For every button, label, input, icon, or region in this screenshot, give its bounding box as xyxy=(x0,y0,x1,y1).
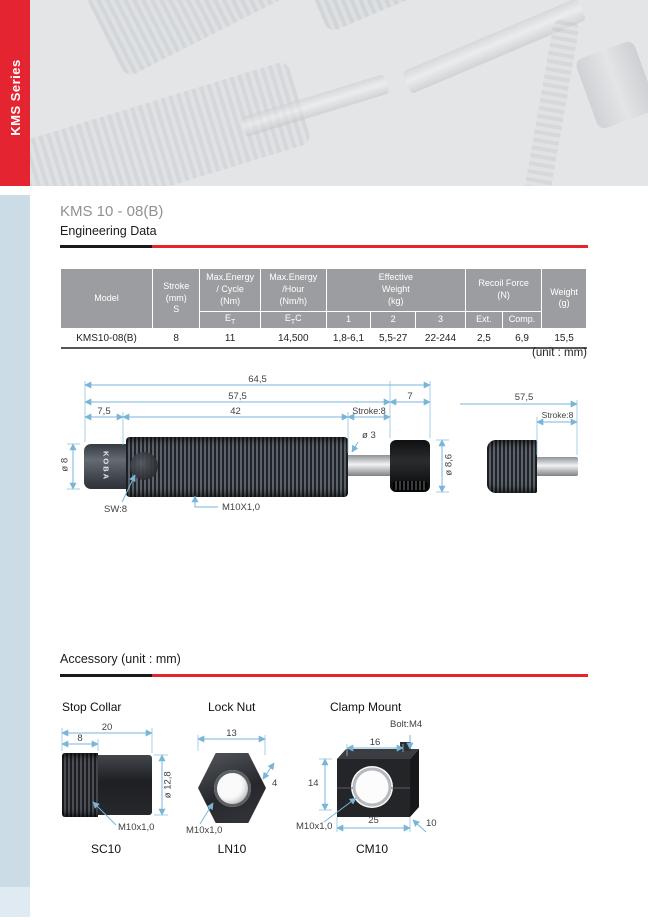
side-stroke-label: Stroke:8 xyxy=(541,410,574,420)
dim-cap-left: 7,5 xyxy=(97,406,111,417)
subcol-ew2: 2 xyxy=(371,312,416,329)
dimension-lines-accessory xyxy=(60,695,588,865)
dim-stroke-end: 57,5 xyxy=(228,391,247,402)
page-title: KMS 10 - 08(B) xyxy=(60,203,164,220)
wrench-size-label: SW:8 xyxy=(104,504,128,515)
cell-model: KMS10-08(B) xyxy=(61,328,153,348)
stop-collar-dim-thread: 8 xyxy=(77,733,83,744)
subcol-etc: $E_TC$ xyxy=(260,312,326,329)
clamp-mount-dim-bottom: 25 xyxy=(368,815,379,826)
cell-recoil-ext: 2,5 xyxy=(465,328,502,348)
subcol-ew1: 1 xyxy=(326,312,371,329)
engineering-data-table xyxy=(60,268,587,349)
cell-stroke: 8 xyxy=(153,328,200,348)
cell-ew2: 5,5-27 xyxy=(371,328,416,348)
clamp-mount-dim-height: 14 xyxy=(308,778,319,789)
table-row xyxy=(61,328,587,348)
section-divider xyxy=(60,245,588,248)
subcol-ext: Ext. xyxy=(465,312,502,329)
dia-cap-label: ø 8,6 xyxy=(443,453,455,476)
clamp-mount-code: CM10 xyxy=(355,842,388,856)
lock-nut-title: Lock Nut xyxy=(208,700,256,714)
cell-weight: 15,5 xyxy=(542,328,587,348)
accessory-drawings xyxy=(60,695,588,865)
dim-cap-right: 7 xyxy=(407,391,413,402)
subcol-ew3: 3 xyxy=(416,312,466,329)
clamp-mount-title: Clamp Mount xyxy=(330,700,402,714)
cell-energy-hour: 14,500 xyxy=(260,328,326,348)
col-stroke: Stroke (mm) S xyxy=(153,269,200,329)
photo-shape xyxy=(574,40,648,131)
col-max-energy-cycle: Max.Energy / Cycle (Nm) xyxy=(200,269,260,312)
stop-collar-dia: ø 12,8 xyxy=(162,771,174,799)
subcol-et: $E_T$ xyxy=(200,312,260,329)
stop-collar-dim-outer: 20 xyxy=(101,722,113,733)
lock-nut-code: LN10 xyxy=(217,842,247,856)
side-strip-foot xyxy=(0,887,30,917)
dia-body-label: ø 8 xyxy=(59,457,71,472)
stop-collar-title: Stop Collar xyxy=(62,700,122,714)
series-label-wrap xyxy=(0,38,30,156)
dia-rod-label: ø 3 xyxy=(362,430,376,441)
clamp-mount-thread-spec: M10x1,0 xyxy=(296,821,333,832)
clamp-mount-bolt: Bolt:M4 xyxy=(390,719,423,730)
lock-nut-dim-width: 13 xyxy=(226,728,237,739)
col-max-energy-hour: Max.Energy /Hour (Nm/h) xyxy=(260,269,326,312)
subcol-comp: Comp. xyxy=(502,312,541,329)
cell-ew1: 1,8-6,1 xyxy=(326,328,371,348)
col-weight: Weight (g) xyxy=(542,269,587,329)
dim-total-length: 64,5 xyxy=(248,374,267,385)
technical-drawing xyxy=(60,365,588,540)
page-subtitle: Engineering Data xyxy=(60,224,157,238)
lock-nut-dim-thick: 4 xyxy=(272,778,278,789)
accessory-divider xyxy=(60,674,588,677)
stop-collar-code: SC10 xyxy=(90,842,122,856)
col-recoil-force: Recoil Force (N) xyxy=(465,269,541,312)
cell-energy-cycle: 11 xyxy=(200,328,260,348)
cell-recoil-comp: 6,9 xyxy=(502,328,541,348)
accessory-heading: Accessory (unit : mm) xyxy=(60,652,181,666)
col-effective-weight: Effective Weight (kg) xyxy=(326,269,465,312)
dimension-arrows xyxy=(73,385,577,507)
stroke-label: Stroke:8 xyxy=(352,406,386,416)
clamp-mount-dim-depth: 10 xyxy=(426,818,437,829)
unit-note: (unit : mm) xyxy=(532,347,587,359)
cell-ew3: 22-244 xyxy=(416,328,466,348)
col-model: Model xyxy=(61,269,153,329)
series-label: KMS Series xyxy=(7,58,23,136)
lock-nut-thread-spec: M10x1,0 xyxy=(186,825,223,836)
brand-mark: KOBA xyxy=(101,451,111,482)
dim-thread-length: 42 xyxy=(230,406,241,417)
clamp-mount-dim-top: 16 xyxy=(369,737,381,748)
side-dim-label: 57,5 xyxy=(514,392,534,403)
clamp-mount-body xyxy=(337,742,419,817)
stop-collar-thread-spec: M10x1,0 xyxy=(118,822,155,833)
side-strip xyxy=(0,195,30,887)
photo-shape xyxy=(285,0,648,33)
product-photo xyxy=(30,0,648,186)
thread-spec-label: M10X1,0 xyxy=(222,502,261,513)
